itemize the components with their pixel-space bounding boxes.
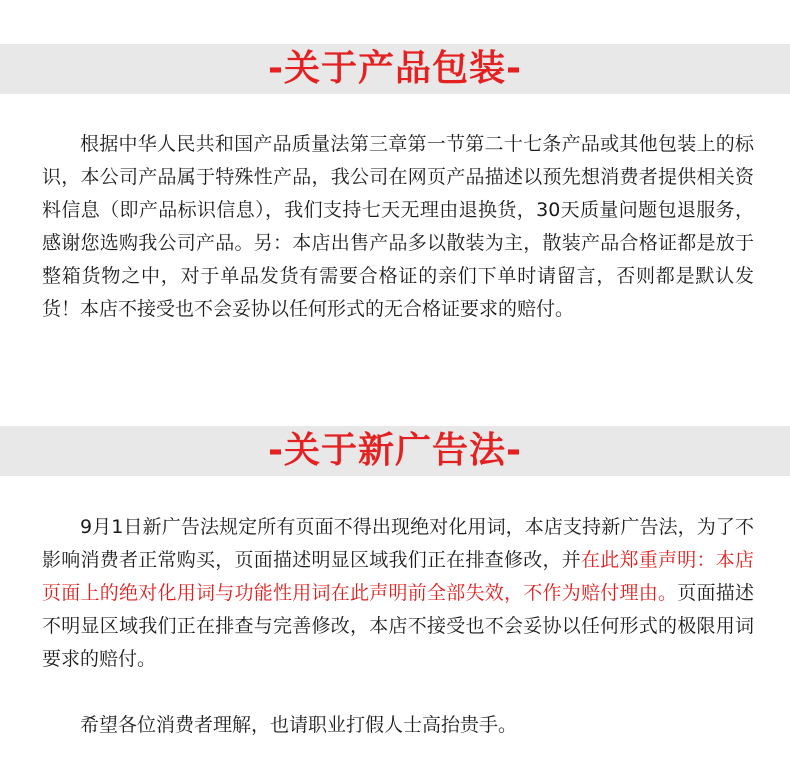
ad-law-highlight-statement: 在此郑重声明：本店页面上的绝对化用词与功能性用词在此声明前全部失效，不作为赔付理由。: [42, 549, 754, 604]
ad-law-text-part2: 页面描述不明显区域我们正在排查与完善修改，本店不接受也不会妥协以任何形式的极限用词要求的赔付。: [42, 582, 754, 670]
ad-law-text-part1: 9月1日新广告法规定所有页面不得出现绝对化用词，本店支持新广告法，为了不影响消费者正常购买，页面描述明显区域我们正在排查修改，并: [42, 516, 754, 571]
ad-law-paragraph: [42, 511, 754, 676]
section-title-packaging: -关于产品包装-: [0, 44, 790, 94]
section-title-ad-law: -关于新广告法-: [0, 426, 790, 476]
closing-sentence: 希望各位消费者理解，也请职业打假人士高抬贵手。: [80, 714, 518, 736]
packaging-paragraph: 根据中华人民共和国产品质量法第三章第一节第二十七条产品或其他包装上的标识，本公司产品属于特殊性产品，我公司在网页产品描述以预先想消费者提供相关资料信息（即产品标识信息），我们支持七天无理由退换货，30天质量问题包退服务，感谢您选购我公司产品。另：本店出售产品多以散装为主，散装产品合格证都是放于整箱货物之中，对于单品发货有需要合格证的亲们下单时请留言，否则都是默认发货！本店不接受也不会妥协以任何形式的无合格证要求的赔付。: [42, 133, 754, 320]
